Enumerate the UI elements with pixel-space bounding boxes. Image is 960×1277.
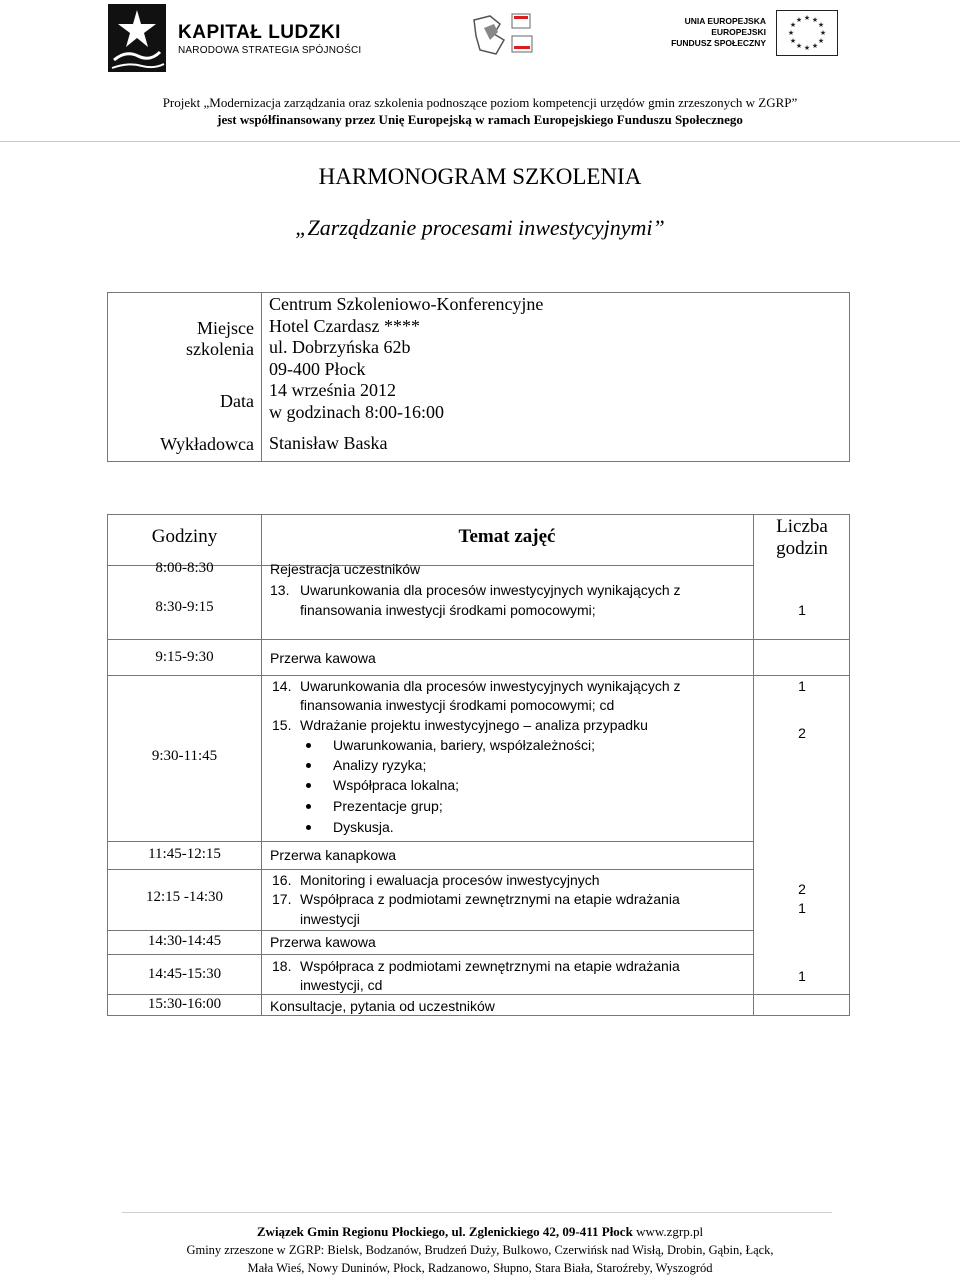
bullet-item: [306, 798, 443, 814]
hours-cell: 2: [798, 881, 806, 897]
topic-text: Współpraca z podmiotami zewnętrznymi na etapie wdrażania: [300, 958, 680, 974]
bullet-text: Współpraca lokalna;: [333, 777, 460, 793]
time-cell: 9:15-9:30: [155, 649, 214, 665]
svg-text:★: ★: [811, 42, 819, 50]
svg-text:★: ★: [795, 16, 803, 24]
info-line: w godzinach 8:00-16:00: [269, 401, 444, 422]
topic-cell: Rejestracja uczestników: [270, 561, 421, 577]
bullet-item: [306, 757, 426, 773]
eu-text-block: [664, 16, 766, 49]
topic-cell: Przerwa kawowa: [270, 934, 376, 950]
bullet-item: [306, 819, 394, 835]
bullet-icon: [306, 804, 311, 809]
svg-text:★: ★: [817, 37, 825, 45]
row-divider: [108, 639, 849, 640]
footer-members-1: Gminy zrzeszone w ZGRP: Bielsk, Bodzanów, Brudzeń Duży, Bulkowo, Czerwińsk nad Wisłą, Drobin, Gąbin, Łąck,: [186, 1243, 774, 1257]
topic-text: Uwarunkowania dla procesów inwestycyjnych wynikających z: [300, 582, 681, 598]
time-cell: 8:30-9:15: [155, 599, 214, 615]
row-divider: [108, 994, 849, 995]
topic-cell: [272, 891, 680, 907]
time-cell: 11:45-12:15: [148, 846, 221, 862]
topic-cell: [272, 872, 600, 888]
item-number: 13.: [270, 582, 290, 598]
svg-text:★: ★: [787, 29, 795, 37]
eu-line-2: EUROPEJSKI: [711, 27, 766, 37]
row-divider: [108, 869, 753, 870]
svg-text:★: ★: [819, 29, 827, 37]
svg-text:★: ★: [811, 16, 819, 24]
kapital-ludzki-title: KAPITAŁ LUDZKI: [178, 22, 341, 43]
info-line: ul. Dobrzyńska 62b: [269, 337, 411, 357]
svg-text:★: ★: [803, 44, 811, 52]
topic-cell: [270, 582, 681, 598]
project-line-1: Projekt „Modernizacja zarządzania oraz szkolenia podnoszące poziom kompetencji urzędów gmin zrzeszonych w ZGRP”: [162, 95, 798, 110]
info-line: Hotel Czardasz ****: [269, 315, 420, 336]
miejsce-label-2: szkolenia: [186, 339, 254, 359]
topic-cell: [272, 678, 681, 694]
kapital-ludzki-subtitle: NARODOWA STRATEGIA SPÓJNOŚCI: [178, 45, 362, 56]
eu-flag-icon: [776, 10, 838, 56]
kapital-ludzki-logo-icon: [108, 4, 166, 72]
footer-members-2: Mała Wieś, Nowy Duninów, Płock, Radzanowo, Słupno, Stara Biała, Staroźreby, Wyszogród: [247, 1261, 713, 1275]
topic-cell: finansowania inwestycji środkami pomocowymi;: [300, 602, 596, 618]
time-cell: 8:00-8:30: [155, 560, 214, 576]
header-liczba-1: Liczba: [776, 516, 828, 537]
item-number: 17.: [272, 891, 292, 907]
bullet-text: Dyskusja.: [333, 819, 394, 835]
col-divider-1: [261, 515, 262, 1015]
row-divider: [108, 930, 753, 931]
item-number: 16.: [272, 872, 292, 888]
topic-text: Współpraca z podmiotami zewnętrznymi na etapie wdrażania: [300, 891, 680, 907]
topic-cell: inwestycji: [300, 911, 360, 927]
info-table: [107, 292, 850, 462]
topic-cell: [272, 717, 648, 733]
col-divider-2: [753, 515, 754, 1015]
hours-cell: 1: [798, 900, 806, 916]
row-divider: [108, 675, 849, 676]
info-line: Centrum Szkoleniowo-Konferencyjne: [269, 294, 544, 314]
topic-cell: [272, 958, 680, 974]
item-number: 18.: [272, 958, 292, 974]
row-divider: [108, 954, 753, 955]
item-number: 15.: [272, 717, 292, 733]
hours-cell: 1: [798, 678, 806, 694]
row-divider: [108, 841, 753, 842]
wykladowca-label: Wykładowca: [160, 434, 254, 454]
bullet-icon: [306, 743, 311, 748]
bullet-icon: [306, 763, 311, 768]
hours-cell: 2: [798, 725, 806, 741]
svg-text:★: ★: [789, 21, 797, 29]
svg-text:★: ★: [803, 14, 811, 22]
page-title: HARMONOGRAM SZKOLENIA: [318, 164, 642, 189]
eu-line-1: UNIA EUROPEJSKA: [684, 16, 766, 26]
topic-cell: finansowania inwestycji środkami pomocowymi; cd: [300, 697, 615, 713]
info-divider: [261, 293, 262, 461]
topic-cell: Konsultacje, pytania od uczestników: [270, 998, 495, 1014]
bullet-icon: [306, 825, 311, 830]
info-line: 14 września 2012: [269, 380, 396, 400]
footer-address: [0, 1224, 960, 1240]
time-cell: 14:45-15:30: [147, 966, 222, 982]
footer-org: Związek Gmin Regionu Płockiego, ul. Zglenickiego 42, 09-411 Płock: [256, 1224, 633, 1239]
hours-cell: 1: [798, 602, 806, 618]
topic-text: Uwarunkowania dla procesów inwestycyjnych wynikających z: [300, 678, 681, 694]
zgrp-logo-icon: [470, 10, 546, 58]
bullet-item: [306, 777, 459, 793]
bullet-item: [306, 737, 595, 753]
time-cell: 12:15 -14:30: [145, 889, 224, 905]
svg-text:★: ★: [817, 21, 825, 29]
project-line-2: jest współfinansowany przez Unię Europejską w ramach Europejskiego Funduszu Społecznego: [217, 112, 743, 127]
footer-divider: [122, 1212, 832, 1213]
bullet-text: Uwarunkowania, bariery, współzależności;: [333, 737, 595, 753]
header-liczba-2: godzin: [776, 538, 828, 559]
topic-cell: inwestycji, cd: [300, 977, 383, 993]
bullet-text: Prezentacje grup;: [333, 798, 443, 814]
time-cell: 15:30-16:00: [147, 996, 222, 1012]
header-temat: Temat zajęć: [458, 526, 556, 547]
page-subtitle: „Zarządzanie procesami inwestycyjnymi”: [295, 215, 665, 240]
hours-cell: 1: [798, 968, 806, 984]
bullet-text: Analizy ryzyka;: [333, 757, 427, 773]
topic-text: Monitoring i ewaluacja procesów inwestycyjnych: [300, 872, 600, 888]
schedule-table: [107, 514, 850, 1016]
header-divider: [0, 141, 960, 142]
header-godziny: Godziny: [151, 526, 218, 547]
topic-text: Wdrażanie projektu inwestycyjnego – analiza przypadku: [300, 717, 648, 733]
data-label: Data: [220, 391, 254, 411]
topic-cell: Przerwa kawowa: [270, 650, 376, 666]
bullet-icon: [306, 783, 311, 788]
item-number: 14.: [272, 678, 292, 694]
info-line: 09-400 Płock: [269, 358, 366, 379]
time-cell: 14:30-14:45: [147, 933, 222, 949]
footer-url[interactable]: www.zgrp.pl: [636, 1224, 704, 1239]
wykladowca-value: Stanisław Baska: [269, 433, 388, 453]
svg-text:★: ★: [795, 42, 803, 50]
svg-text:★: ★: [789, 37, 797, 45]
miejsce-label-1: Miejsce: [197, 318, 254, 338]
topic-cell: Przerwa kanapkowa: [270, 847, 397, 863]
time-cell: 9:30-11:45: [151, 748, 218, 764]
info-values: [269, 294, 543, 423]
eu-line-3: FUNDUSZ SPOŁECZNY: [671, 38, 766, 48]
